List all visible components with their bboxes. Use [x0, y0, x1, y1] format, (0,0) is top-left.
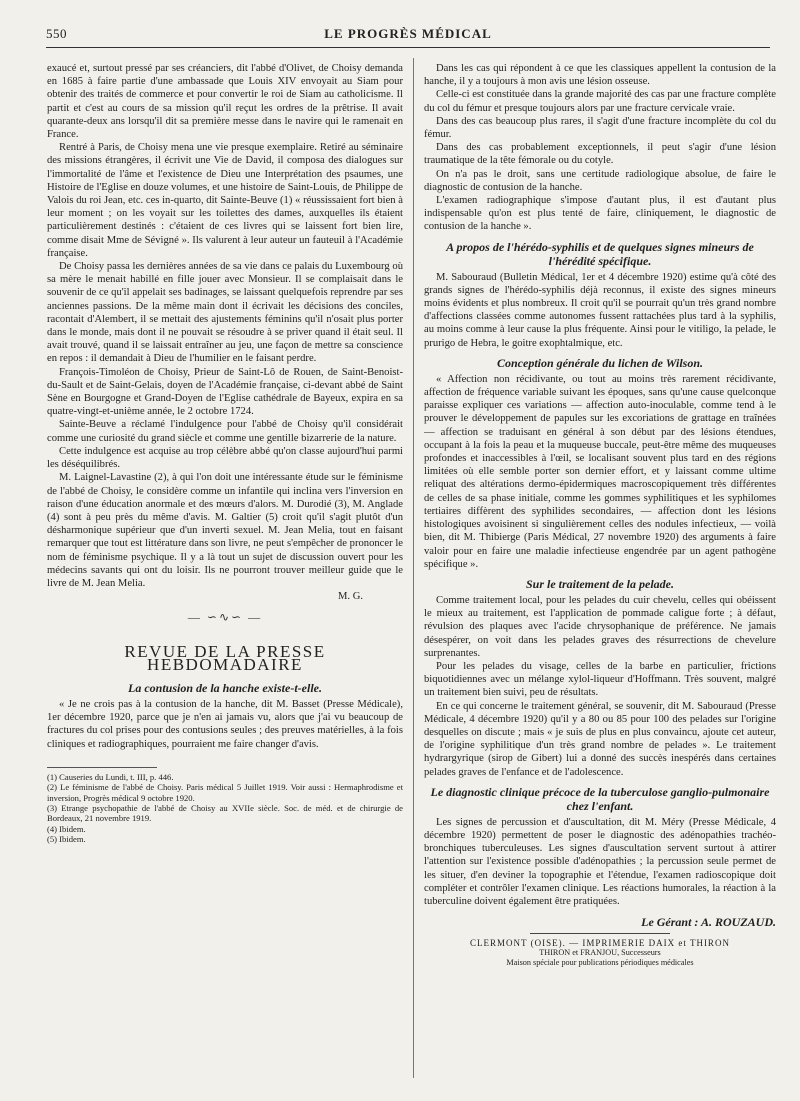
article-paragraph: exaucé et, surtout pressé par ses créanciers, dit l'abbé d'Olivet, de Choisy demanda en 1685 à faire partie d'une ambassade que Louis XIV envoyait au Siam pour obtenir des traités de commerce et pour convertir le roi de Siam au catholicisme. Il partit et c'est au cours de sa mission qu'il reçut les ordres de la prêtrise. Il avait quarante-deux ans lorsqu'il dit sa première messe dans le navire qui le ramenait en France.	[47, 63, 403, 141]
right-column	[424, 62, 776, 968]
subsection-text: Comme traitement local, pour les pelades du cuir chevelu, celles qui obéissent le mieux au traitement, est l'application de pommade caligue forte ; à défaut, révulsion des plaques avec l'acide chrysophanique de préférence. Ne jamais désespérer, on voit dans les pelades graves des résurrections de chevelure surprenantes.	[424, 594, 776, 659]
article-paragraph: Dans des cas probablement exceptionnels, il peut s'agir d'une lésion traumatique de la tête fémorale ou du cotyle.	[424, 142, 776, 167]
imprint-rule	[530, 933, 670, 934]
left-column	[47, 62, 403, 845]
footnote: (1) Causeries du Lundi, t. III, p. 446.	[47, 771, 174, 782]
footnotes	[47, 772, 403, 845]
imprint-line: Maison spéciale pour publications périodiques médicales	[506, 958, 694, 968]
footnote: (4) Ibidem.	[47, 823, 86, 834]
subsection-title: La contusion de la hanche existe-t-elle.	[128, 680, 322, 695]
imprint-line: THIRON et FRANJOU, Successeurs	[539, 948, 661, 958]
subsection-text: Pour les pelades du visage, celles de la barbe en particulier, frictions biquotidiennes avec un mélange xylol-liqueur d'Hoffmann. Très souvent, malgré un traitement bien suivi, peu de résultats.	[424, 660, 776, 699]
section-title: REVUE DE LA PRESSE HEBDOMADAIRE	[124, 641, 326, 674]
article-paragraph: De Choisy passa les dernières années de sa vie dans ce palais du Luxembourg où sa mère le menait habillé en fille jouer avec Monsieur. Il se complaisait dans le souvenir de ce qu'il appelait ses badinages, se laissant quelquefois reprendre par ses anciennes passions. De la même main dont il écrivait les décisions des conciles, racontait d'Alembert, il se mettait des ajustements féminins qu'il n'osait plus porter dans le monde, mais dont il ne pouvait se résoudre à se priver quand il était seul. Il avait trouvé, quand il se laissait entraîner au jeu, une façon de mettre sa conscience en repos : il demandait à Dieu de l'humilier en le faisant perdre.	[47, 261, 403, 365]
subsection-text: En ce qui concerne le traitement général, se souvenir, dit M. Sabouraud (Presse Médicale, 4 décembre 1920) qu'il y a 80 ou 85 pour 100 des pelades sur l'origine desquelles on discute ; mais « je suis de plus en plus convaincu, ajoute cet auteur, de l'origine syphilitique d'un très grand nombre de pelades ». Le traitement hydrargyrique (sirop de Gibert) lui a donné des succès inespérés dans certaines pelades graves de l'enfance et de l'adolescence.	[424, 700, 776, 778]
footnote-rule	[47, 767, 157, 768]
article-paragraph: Rentré à Paris, de Choisy mena une vie presque exemplaire. Retiré au séminaire des missions étrangères, il écrivit une Vie de David, il composa des dialogues sur l'immortalité de l'âme et l'existence de Dieu une Interprétation des psaumes, une Histoire de l'Eglise en douze volumes, et une histoire de Saint-Louis, de Philippe de Valois du roi Jean, etc. ces in-quarto, dit Sainte-Beuve (1) « réussissaient fort bien à leur moment ; on les voyait sur les toilettes des dames, auxquelles ils étaient particulièrement destinés : c'étaient de ces livres qui se laissent fort bien lire, comme disait Mme de Sévigné ». Ils valurent à leur auteur un fauteuil à l'Académie française.	[47, 142, 403, 259]
imprint-line: CLERMONT (OISE). — IMPRIMERIE DAIX et THIRON	[470, 938, 730, 949]
header-rule	[46, 47, 770, 48]
article-paragraph: Dans les cas qui répondent à ce que les classiques appellent la contusion de la hanche, il y a toujours à mon avis une lésion osseuse.	[424, 63, 776, 88]
publisher-manager: Le Gérant : A. ROUZAUD.	[641, 915, 776, 930]
article-paragraph: Sainte-Beuve a réclamé l'indulgence pour l'abbé de Choisy qu'il considérait comme une curiosité du grand siècle et comme une gentille bizarrerie de la nature.	[47, 419, 403, 444]
footnote: (3) Etrange psychopathie de l'abbé de Choisy au XVIIe siècle. Soc. de méd. et de chirurgie de Bordeaux, 21 novembre 1919.	[47, 802, 403, 824]
article-paragraph: M. Laignel-Lavastine (2), à qui l'on doit une intéressante étude sur le féminisme de l'abbé de Choisy, le considère comme un infantile qui inclina vers l'inversion en raison d'une éducation anormale et des mœurs d'alors. M. Durodié (3), M. Anglade (4) sont à peu près du même d'avis. M. Galtier (5) croit qu'il s'agit plutôt d'un désharmonique supérieur que d'un inverti sexuel. M. Jean Melia, tout en faisant remarquer que tout est littérature dans son livre, ne peut s'empêcher de prononcer le nom de féminisme psychique. Il y a là tout un sujet de discussion ouvert pour les médecins savants qui ont du loisir. Ils ne pourront trouver meilleur guide que le livre de M. Jean Melia.	[47, 472, 403, 589]
subsection-title: Sur le traitement de la pelade.	[526, 576, 674, 591]
page-number: 550	[46, 26, 67, 41]
subsection-title: A propos de l'hérédo-syphilis et de quelques signes mineurs de l'hérédité spécifique.	[446, 239, 754, 268]
subsection-text: Les signes de percussion et d'auscultation, dit M. Méry (Presse Médicale, 4 décembre 1920) permettent de poser le diagnostic des adénopathies trachéo-bronchiques tuberculeuses. Les signes d'auscultation servent surtout à attirer l'attention sur l'existence possible d'adénopathies ; la percussion seule permet de les situer, d'en deviner la topographie et l'étendue, l'examen radioscopique doit compléter et contrôler l'examen clinique. Les réactions humorales, la réaction à la tuberculine doivent également être pratiquées.	[424, 816, 776, 907]
footnote: (2) Le féminisme de l'abbé de Choisy. Paris médical 5 Juillet 1919. Voir aussi : Hermaphrodisme et inversion, Progrès médical 9 octobre 1920.	[47, 782, 403, 803]
subsection-title: Le diagnostic clinique précoce de la tuberculose ganglio-pulmonaire chez l'enfant.	[430, 784, 770, 813]
footnote: (5) Ibidem.	[47, 834, 86, 845]
subsection-text: « Affection non récidivante, ou tout au moins très rarement récidivante, affection de fréquence variable suivant les époques, sans qu'une cause quelconque paraisse expliquer ces variations — affection auto-inoculable, comme tend à le prouver le développement de papules sur les excoriations de grattage en traînées — affection se traduisant en général à son début par des lésions étendues, occupant à la fois la peau et la muqueuse buccale, peut-être même des muqueuses profondes et inaccessibles à l'œil, se localisant souvent plus tard en des régions limitées où elle semble porter son dernier effort, et y laissant comme ultime reliquat des altérations dermo-épidermiques macroscopiquement très différentes de celles de sa phase initiale, comme les gommes syphilitiques et les syphilomes tertiaires diffèrent des syphilides secondaires, — affection dont les lésions histologiques avoisinent si singulièrement celles des nodules infectieux, — voilà bien, dit M. Thibierge (Paris Médical, 27 novembre 1920) des arguments à faire valoir pour en faire une maladie infectieuse engendrée par un agent pathogène spécifique ».	[424, 373, 776, 570]
author-signature: M. G.	[337, 591, 363, 603]
subsection-text: « Je ne crois pas à la contusion de la hanche, dit M. Basset (Presse Médicale), 1er décembre 1920, parce que je n'en ai jamais vu, alors que j'ai vu beaucoup de fractures du col prises pour des contusions seules ; des preuves matérielles, à la fois cliniques et radiographiques, pourraient me faire changer d'avis.	[47, 698, 403, 750]
article-paragraph: François-Timoléon de Choisy, Prieur de Saint-Lô de Rouen, de Saint-Benoist-du-Sault et de Saint-Gelais, doyen de l'Académie française, ci-devant abbé de Saint Sène en Bourgogne et Grand-Doyen de l'Eglise cathédrale de Bayeux, expira en sa quatre-vingt-et-unième année, le 2 octobre 1724.	[47, 366, 403, 418]
column-divider	[413, 58, 414, 1078]
article-paragraph: Dans des cas beaucoup plus rares, il s'agit d'une fracture incomplète du col du fémur.	[424, 115, 776, 141]
printer-imprint	[424, 938, 776, 968]
subsection-text: M. Sabouraud (Bulletin Médical, 1er et 4 décembre 1920) estime qu'à côté des grands signes de l'hérédo-syphilis déjà reconnus, il existe des signes mineurs moins évidents et plus nombreux. Il croit qu'il se pourrait qu'un très grand nombre d'affections classées comme autonomes fussent rattachées plus tard à la syphilis, au moins comme à leur cause la plus fréquente. Ainsi pour le vitiligo, la pelade, le prurigo de Hebra, le goitre exophtalmique, etc.	[424, 271, 776, 349]
subsection-title: Conception générale du lichen de Wilson.	[496, 355, 703, 370]
article-paragraph: Celle-ci est constituée dans la grande majorité des cas par une fracture complète du col du fémur et presque toujours alors par une fracture cervicale vraie.	[424, 89, 776, 114]
ornament-divider: — ∽∿∽ —	[187, 610, 263, 625]
article-paragraph: Cette indulgence est acquise au trop célèbre abbé qu'on classe aujourd'hui parmi les déséquilibrés.	[47, 445, 403, 471]
journal-title: LE PROGRÈS MÉDICAL	[324, 26, 492, 41]
article-paragraph: L'examen radiographique s'impose d'autant plus, il est d'autant plus indispensable qu'on est plus tenté de faire, cliniquement, le diagnostic de contusion de la hanche ».	[424, 195, 776, 233]
running-header	[46, 26, 770, 46]
article-paragraph: On n'a pas le droit, sans une certitude radiologique absolue, de faire le diagnostic de contusion de la hanche.	[424, 168, 776, 193]
